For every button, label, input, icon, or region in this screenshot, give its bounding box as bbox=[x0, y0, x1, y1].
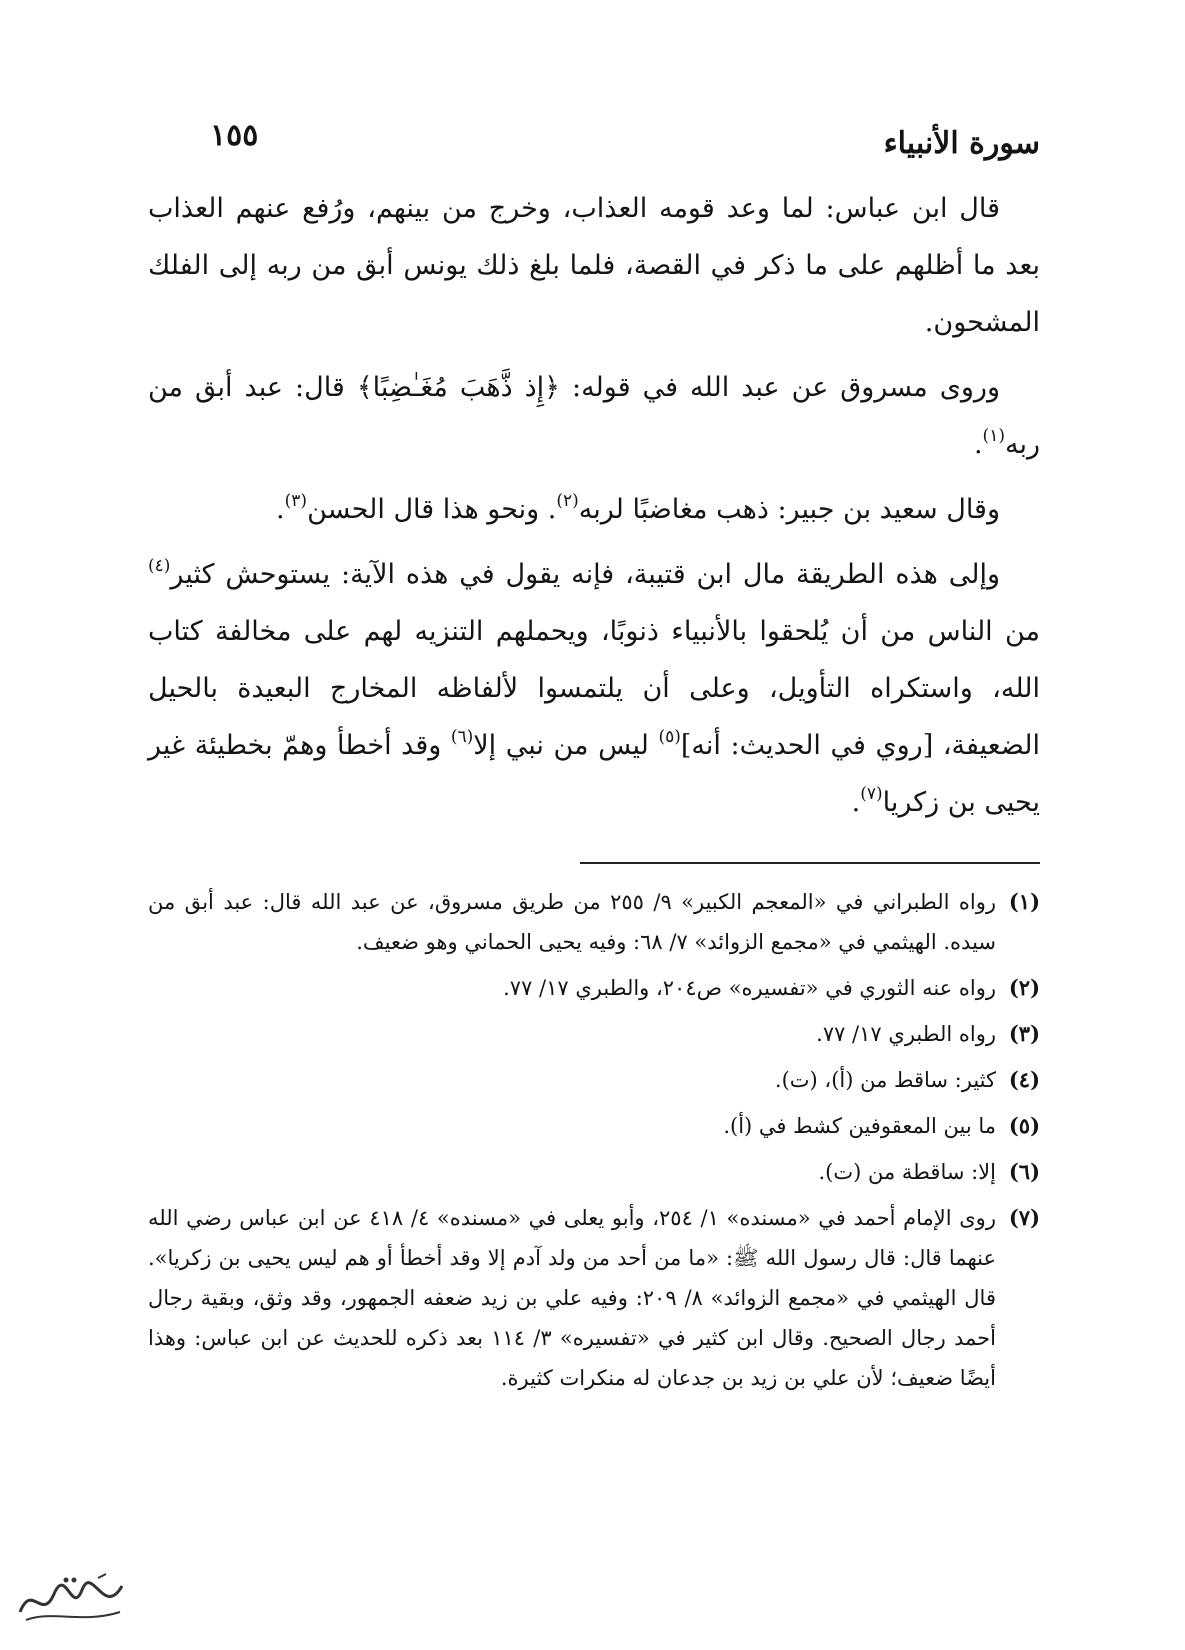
paragraph-4: وإلى هذه الطريقة مال ابن قتيبة، فإنه يقول في هذه الآية: يستوحش كثير$^{(٤)}$ من الناس من أن يُلحقوا بالأنبياء ذنوبًا، ويحملهم التنزيه لهم على مخالفة كتاب الله، واستكراه التأويل، وعلى أن يلتمسوا لألفاظه المخارج البعيدة بالحيل الضعيفة، [روي في الحديث: أنه]$^{(٥)}$ ليس من نبي إلا$^{(٦)}$ وقد أخطأ وهمّ بخطيئة غير يحيى بن زكريا$^{(٧)}$. bbox=[148, 556, 1040, 818]
paragraph-3: وقال سعيد بن جبير: ذهب مغاضبًا لربه$^{(٢)}$. ونحو هذا قال الحسن$^{(٣)}$. bbox=[276, 491, 1000, 525]
footnote-ref-7: (٧) bbox=[860, 784, 883, 804]
page-number: ١٥٥ bbox=[210, 118, 259, 153]
footnote-number: (٢) bbox=[1008, 975, 1040, 1000]
paragraph-4-text-b: من الناس من أن يُلحقوا بالأنبياء ذنوبًا، ويحملهم التنزيه لهم على مخالفة كتاب الله، واستكراه التأويل، وعلى أن يلتمسوا لألفاظه المخارج البعيدة بالحيل الضعيفة، [روي في الحديث: أنه] bbox=[148, 616, 1040, 761]
footnotes bbox=[148, 882, 1040, 1404]
footnote-ref-4: (٤) bbox=[148, 556, 171, 576]
main-text bbox=[148, 180, 1040, 839]
footnote-5 bbox=[148, 1106, 1040, 1146]
footnote-separator bbox=[580, 862, 1040, 864]
footnote-ref-5: (٥) bbox=[658, 727, 681, 747]
footnote-ref-2: (٢) bbox=[556, 491, 579, 511]
footnote-6 bbox=[148, 1152, 1040, 1192]
paragraph-2: وروى مسروق عن عبد الله في قوله: ﴿إِذ ذَّهَبَ مُغَـٰضِبًا﴾ قال: عبد أبق من ربه$^{(١)}$. bbox=[148, 372, 1040, 460]
paragraph-3-text-a: وقال سعيد بن جبير: ذهب مغاضبًا لربه bbox=[578, 494, 1000, 525]
footnote-7 bbox=[148, 1198, 1040, 1398]
footnote-text: رواه الطبري ١٧/ ٧٧. bbox=[816, 1022, 996, 1046]
footnote-text: رواه عنه الثوري في «تفسيره» ص٢٠٤، والطبري ١٧/ ٧٧. bbox=[503, 976, 996, 1000]
running-title: سورة الأنبياء bbox=[883, 126, 1040, 161]
footnote-number: (١) bbox=[1008, 889, 1040, 914]
page-header bbox=[210, 118, 1040, 168]
footnote-number: (٣) bbox=[1008, 1021, 1040, 1046]
footnote-text: كثير: ساقط من (أ)، (ت). bbox=[774, 1068, 996, 1092]
footnote-number: (٤) bbox=[1008, 1067, 1040, 1092]
footnote-3 bbox=[148, 1014, 1040, 1054]
paragraph-1: قال ابن عباس: لما وعد قومه العذاب، وخرج من بينهم، ورُفع عنهم العذاب بعد ما أظلهم على ما ذكر في القصة، فلما بلغ ذلك يونس أبق من ربه إلى الفلك المشحون. bbox=[148, 193, 1040, 338]
footnote-ref-3: (٣) bbox=[284, 491, 308, 511]
paragraph-4-text-d: وقد أخطأ وهمّ بخطيئة غير يحيى بن زكريا bbox=[148, 730, 1040, 818]
footnote-ref-6: (٦) bbox=[450, 727, 474, 747]
footnote-text: ما بين المعقوفين كشط في (أ). bbox=[723, 1114, 996, 1138]
paragraph-2-text: وروى مسروق عن عبد الله في قوله: ﴿إِذ ذَّهَبَ مُغَـٰضِبًا﴾ قال: عبد أبق من ربه bbox=[148, 372, 1040, 460]
footnote-number: (٧) bbox=[1008, 1205, 1040, 1230]
footnote-2 bbox=[148, 968, 1040, 1008]
footnote-ref-1: (١) bbox=[982, 426, 1005, 446]
footnote-4 bbox=[148, 1060, 1040, 1100]
paragraph-3-text-b: . ونحو هذا قال الحسن bbox=[307, 494, 557, 525]
publisher-logo bbox=[12, 1572, 132, 1628]
footnote-number: (٦) bbox=[1008, 1159, 1040, 1184]
paragraph-4-text-a: وإلى هذه الطريقة مال ابن قتيبة، فإنه يقول في هذه الآية: يستوحش كثير bbox=[170, 559, 1000, 590]
footnote-text: إلا: ساقطة من (ت). bbox=[818, 1160, 996, 1184]
footnote-1 bbox=[148, 882, 1040, 962]
footnote-number: (٥) bbox=[1008, 1113, 1040, 1138]
paragraph-4-text-c: ليس من نبي إلا bbox=[473, 730, 659, 761]
footnote-text: روى الإمام أحمد في «مسنده» ١/ ٢٥٤، وأبو يعلى في «مسنده» ٤/ ٤١٨ عن ابن عباس رضي الله عنهما قال: قال رسول الله ﷺ: «ما من أحد من ولد آدم إلا وقد أخطأ أو هم ليس يحيى بن زكريا». قال الهيثمي في «مجمع الزوائد» ٨/ ٢٠٩: وفيه علي بن زيد ضعفه الجمهور، وقد وثق، وبقية رجال أحمد رجال الصحيح. وقال ابن كثير في «تفسيره» ٣/ ١١٤ بعد ذكره للحديث عن ابن عباس: وهذا أيضًا ضعيف؛ لأن علي بن زيد بن جدعان له منكرات كثيرة. bbox=[148, 1206, 996, 1390]
footnote-text: رواه الطبراني في «المعجم الكبير» ٩/ ٢٥٥ من طريق مسروق، عن عبد الله قال: عبد أبق من سيده. الهيثمي في «مجمع الزوائد» ٧/ ٦٨: وفيه يحيى الحماني وهو ضعيف. bbox=[148, 890, 996, 954]
